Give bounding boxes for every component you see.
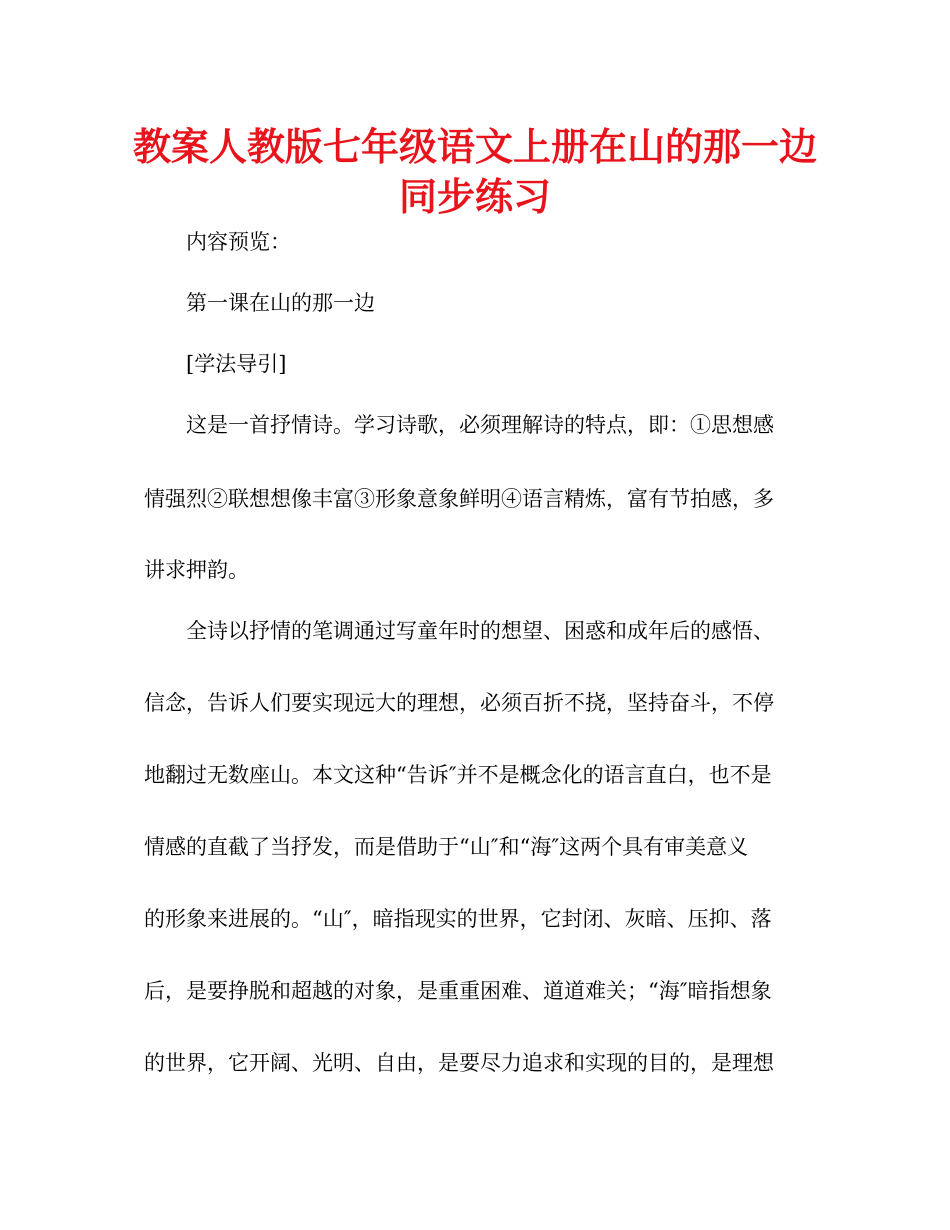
paragraph-2-line: 后，是要挣脱和超越的对象，是重重困难、道道难关；“海″暗指想象 [144,979,772,1003]
paragraph-2-line: 的世界，它开阔、光明、自由，是要尽力追求和实现的目的，是理想 [144,1051,774,1075]
lesson-title: 第一课在山的那一边 [186,291,375,315]
paragraph-2-line: 信念，告诉人们要实现远大的理想，必须百折不挠，坚持奋斗，不停 [144,691,774,715]
preview-label: 内容预览： [186,230,291,254]
paragraph-2-line: 的形象来进展的。“山″，暗指现实的世界，它封闭、灰暗、压抑、落 [144,907,772,931]
paragraph-1-line: 情强烈②联想想像丰富③形象意象鲜明④语言精炼，富有节拍感，多 [144,487,774,511]
paragraph-2-line: 全诗以抒情的笔调通过写童年时的想望、困惑和成年后的感悟、 [186,619,774,643]
paragraph-1-line: 讲求押韵。 [144,558,249,582]
paragraph-1-line: 这是一首抒情诗。学习诗歌，必须理解诗的特点，即：①思想感 [186,413,774,437]
paragraph-2-line: 地翻过无数座山。本文这种“告诉″并不是概念化的语言直白，也不是 [144,763,772,787]
document-title-line-1: 教案人教版七年级语文上册在山的那一边 [132,125,817,169]
document-title-line-2: 同步练习 [398,175,551,219]
method-guide-heading: [学法导引] [186,352,287,376]
paragraph-2-line: 情感的直截了当抒发，而是借助于“山″和“海″这两个具有审美意义 [144,835,749,859]
